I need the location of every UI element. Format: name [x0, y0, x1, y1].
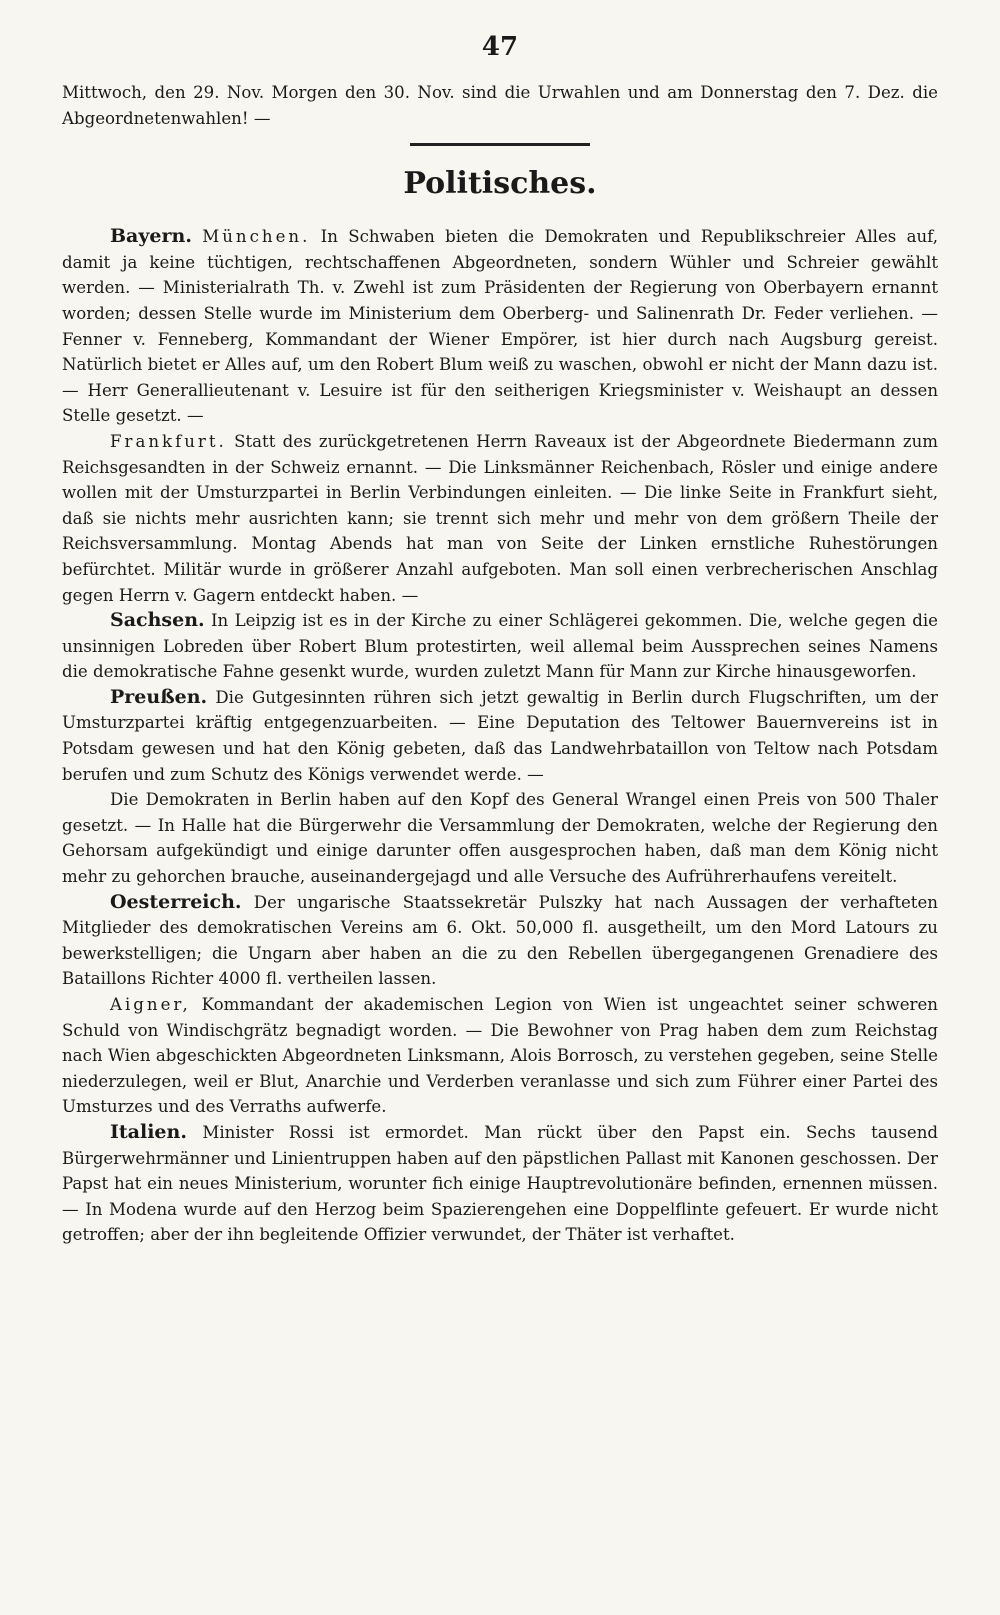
- region-heading: Sachsen.: [110, 609, 205, 632]
- paragraph-text: Die Demokraten in Berlin haben auf den Kopf des General Wrangel einen Preis von 500 Thaler gesetzt. — In Halle hat die Bürgerwehr die Versammlung der Demokraten, welche der Regierung den Gehorsam aufgekündigt und einige darunter offen ausgesprochen haben, daß man dem König nicht mehr zu gehorchen brauche, auseinandergejagd und alle Versuche des Aufrührerhaufens vereitelt.: [62, 790, 938, 887]
- paragraph-italien: [62, 1120, 938, 1248]
- paragraph-text: In Leipzig ist es in der Kirche zu einer Schlägerei gekommen. Die, welche gegen die unsinnigen Lobreden über Robert Blum protestirten, weil allemal beim Aussprechen seines Namens die demokratische Fahne gesenkt wurde, wurden zuletzt Mann für Mann zur Kirche hinausgeworfen.: [62, 611, 938, 682]
- paragraph-bayern: [62, 224, 938, 429]
- paragraph-text: Minister Rossi ist ermordet. Man rückt über den Papst ein. Sechs tausend Bürgerwehrmänner und Linientruppen haben auf den päpstlichen Pallast mit Kanonen geschossen. Der Papst hat ein neues Ministerium, worunter fich einige Hauptrevolutionäre befinden, ernennen müssen. — In Modena wurde auf den Herzog beim Spazierengehen eine Doppelflinte gefeuert. Er wurde nicht getroffen; aber der ihn begleitende Offizier verwundet, der Thäter ist verhaftet.: [62, 1122, 939, 1245]
- paragraph-text: Die Gutgesinnten rühren sich jetzt gewaltig in Berlin durch Flugschriften, um der Umsturzpartei kräftig entgegenzuarbeiten. — Eine Deputation des Teltower Bauernvereins ist in Potsdam gewesen und hat den König gebeten, daß das Landwehrbataillon von Teltow nach Potsdam berufen und zum Schutz des Königs verwendet werde. —: [62, 687, 938, 784]
- region-heading: Preußen.: [110, 685, 208, 708]
- paragraph-frankfurt: [62, 429, 938, 608]
- paragraph-text: Statt des zurückgetretenen Herrn Raveaux ist der Abgeordnete Biedermann zum Reichsgesandten in der Schweiz ernannt. — Die Linksmänner Reichenbach, Rösler und einige andere wollen mit der Umsturzpartei in Berlin Verbindungen einleiten. — Die linke Seite in Frankfurt sieht, daß sie nichts mehr ausrichten kann; sie trennt sich mehr und mehr von dem größern Theile der Reichsversammlung. Montag Abends hat man von Seite der Linken ernstliche Ruhestörungen befürchtet. Militär wurde in größerer Anzahl aufgeboten. Man soll einen verbrecherischen Anschlag gegen Herrn v. Gagern entdeckt haben. —: [62, 431, 938, 605]
- paragraph-preussen: [62, 685, 938, 787]
- paragraph-aigner: [62, 992, 938, 1120]
- paragraph-berlin-demokraten: [62, 787, 938, 889]
- place-name: München.: [202, 227, 311, 247]
- region-heading: Bayern.: [110, 225, 192, 248]
- paragraph-text: In Schwaben bieten die Demokraten und Republikschreier Alles auf, damit ja keine tüchtigen, rechtschaffenen Abgeordneten, sondern Wühler und Schreier gewählt werden. — Ministerialrath Th. v. Zwehl ist zum Präsidenten der Regierung von Oberbayern ernannt worden; dessen Stelle wurde im Ministerium dem Oberberg- und Salinenrath Dr. Feder verliehen. — Fenner v. Fenneberg, Kommandant der Wiener Empörer, ist hier durch nach Augsburg gereist. Natürlich bietet er Alles auf, um den Robert Blum weiß zu waschen, obwohl er nicht der Mann dazu ist. — Herr Generallieutenant v. Lesuire ist für den seitherigen Kriegsminister v. Weishaupt an dessen Stelle gesetzt. —: [62, 227, 938, 426]
- divider-rule: [410, 143, 590, 146]
- paragraph-oesterreich: [62, 890, 938, 992]
- page-number: 47: [481, 32, 519, 62]
- person-name: Aigner,: [110, 995, 191, 1014]
- region-heading: Oesterreich.: [110, 890, 242, 913]
- paragraph-text: Kommandant der akademischen Legion von Wien ist ungeachtet seiner schweren Schuld von Windischgrätz begnadigt worden. — Die Bewohner von Prag haben dem zum Reichstag nach Wien abgeschickten Abgeordneten Linksmann, Alois Borrosch, zu verstehen gegeben, seine Stelle niederzulegen, weil er Blut, Anarchie und Verderben veranlasse und sich zum Führer einer Partei des Umsturzes und des Verraths aufwerfe.: [62, 995, 938, 1117]
- place-name: Frankfurt.: [110, 431, 227, 451]
- paragraph-text: Der ungarische Staatssekretär Pulszky hat nach Aussagen der verhafteten Mitglieder des demokratischen Vereins am 6. Okt. 50,000 fl. ausgetheilt, um den Mord Latours zu bewerkstelligen; die Ungarn aber haben an die zu den Rebellen übergegangenen Grenadiere des Bataillons Richter 4000 fl. vertheilen lassen.: [62, 892, 938, 989]
- section-title: Politisches.: [403, 166, 597, 202]
- intro-text: Mittwoch, den 29. Nov. Morgen den 30. Nov. sind die Urwahlen und am Donnerstag den 7. Dez. die Abgeordnetenwahlen! —: [62, 83, 938, 128]
- region-heading: Italien.: [110, 1120, 187, 1143]
- newspaper-page: [62, 30, 938, 1590]
- intro-paragraph: [62, 80, 938, 131]
- paragraph-sachsen: [62, 608, 938, 685]
